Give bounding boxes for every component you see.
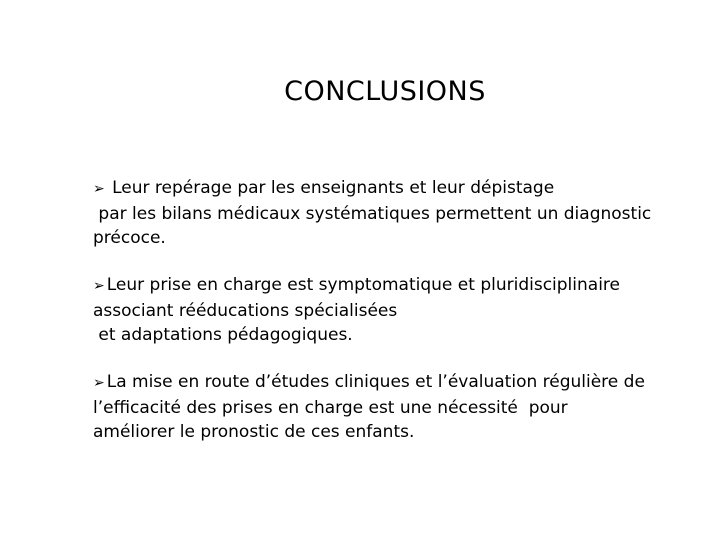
paragraph-3-line-3: améliorer le pronostic de ces enfants.: [93, 422, 415, 442]
paragraph-1-line-3: précoce.: [93, 228, 166, 248]
paragraph-3-line-2: l’efficacité des prises en charge est une nécessité pour: [93, 397, 568, 418]
conclusion-paragraph-3: [93, 370, 703, 445]
paragraph-2-line-2: associant rééducations spécialisées: [93, 300, 398, 321]
paragraph-2-line-1: [93, 273, 703, 299]
paragraph-3-line-1-text: La mise en route d’études cliniques et l’évaluation régulière de: [106, 372, 645, 392]
paragraph-1-line-1-text: Leur repérage par les enseignants et leur dépistage: [106, 178, 555, 198]
paragraph-2-line-3: et adaptations pédagogiques.: [93, 325, 353, 345]
conclusion-paragraph-2: [93, 273, 703, 348]
arrow-bullet-icon: ➢: [93, 375, 105, 391]
paragraph-1-line-2: par les bilans médicaux systématiques permettent un diagnostic: [93, 203, 652, 224]
conclusion-paragraph-1: [93, 176, 703, 251]
paragraph-3-line-1: [93, 370, 703, 396]
arrow-bullet-icon: ➢: [93, 278, 105, 294]
paragraph-2-line-1-text: Leur prise en charge est symptomatique et pluridisciplinaire: [106, 275, 620, 295]
slide-title: CONCLUSIONS: [284, 76, 486, 107]
paragraph-1-line-1: [93, 176, 703, 202]
arrow-bullet-icon: ➢: [93, 181, 105, 197]
